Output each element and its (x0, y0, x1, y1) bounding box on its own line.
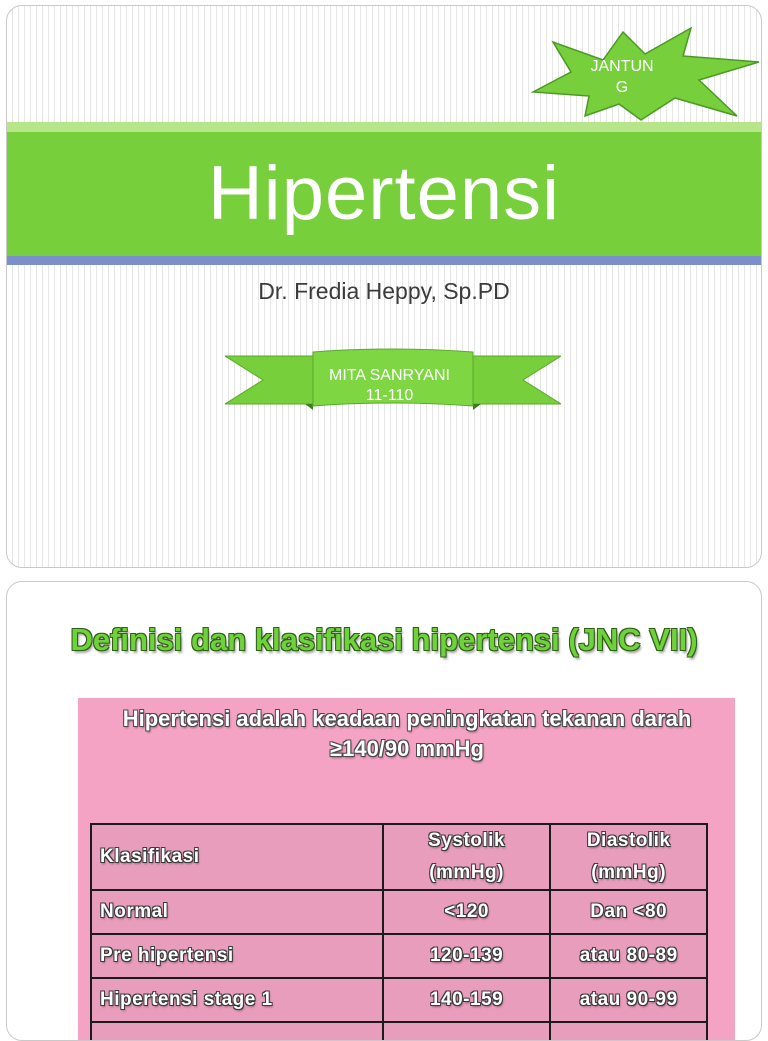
cell-diastolik: atau 80-89 (550, 934, 707, 978)
definition-slide (6, 581, 762, 1041)
cell-systolik: <120 (383, 890, 551, 934)
cell-empty (91, 1022, 383, 1041)
header-diastolik-unit: (mmHg) (591, 862, 667, 883)
table-row (91, 890, 707, 934)
cell-diastolik: Dan <80 (550, 890, 707, 934)
cell-klasifikasi: Hipertensi stage 1 (91, 978, 383, 1022)
cell-empty (550, 1022, 707, 1041)
table-row-partial (91, 1022, 707, 1041)
cell-klasifikasi: Pre hipertensi (91, 934, 383, 978)
header-systolik (383, 824, 551, 890)
presenter-name: Dr. Fredia Heppy, Sp.PD (258, 278, 510, 304)
slide-title: Hipertensi (207, 151, 561, 236)
definition-slide-title: Definisi dan klasifikasi hipertensi (JNC VII) (70, 622, 698, 657)
cell-diastolik: atau 90-99 (550, 978, 707, 1022)
header-diastolik (550, 824, 707, 890)
cell-systolik: 120-139 (383, 934, 551, 978)
starburst-label: JANTUNG (590, 58, 654, 96)
table-row (91, 934, 707, 978)
header-diastolik-label: Diastolik (586, 830, 671, 851)
cell-empty (383, 1022, 551, 1041)
definition-text (87, 704, 727, 764)
cell-klasifikasi: Normal (91, 890, 383, 934)
table-header-row (91, 824, 707, 890)
title-slide (6, 5, 762, 568)
header-klasifikasi: Klasifikasi (91, 824, 383, 890)
table-row (91, 978, 707, 1022)
ribbon-label (307, 366, 472, 406)
definition-line-2: ≥140/90 mmHg (330, 736, 484, 761)
cell-systolik: 140-159 (383, 978, 551, 1022)
definition-line-1: Hipertensi adalah keadaan peningkatan tekanan darah (122, 706, 692, 731)
header-systolik-unit: (mmHg) (429, 862, 504, 883)
header-systolik-label: Systolik (428, 830, 506, 851)
ribbon-line-name: MITA SANRYANI (329, 367, 450, 384)
title-band-bottom-stripe (7, 256, 761, 265)
classification-table (90, 823, 708, 1041)
ribbon-line-id: 11-110 (365, 387, 414, 404)
